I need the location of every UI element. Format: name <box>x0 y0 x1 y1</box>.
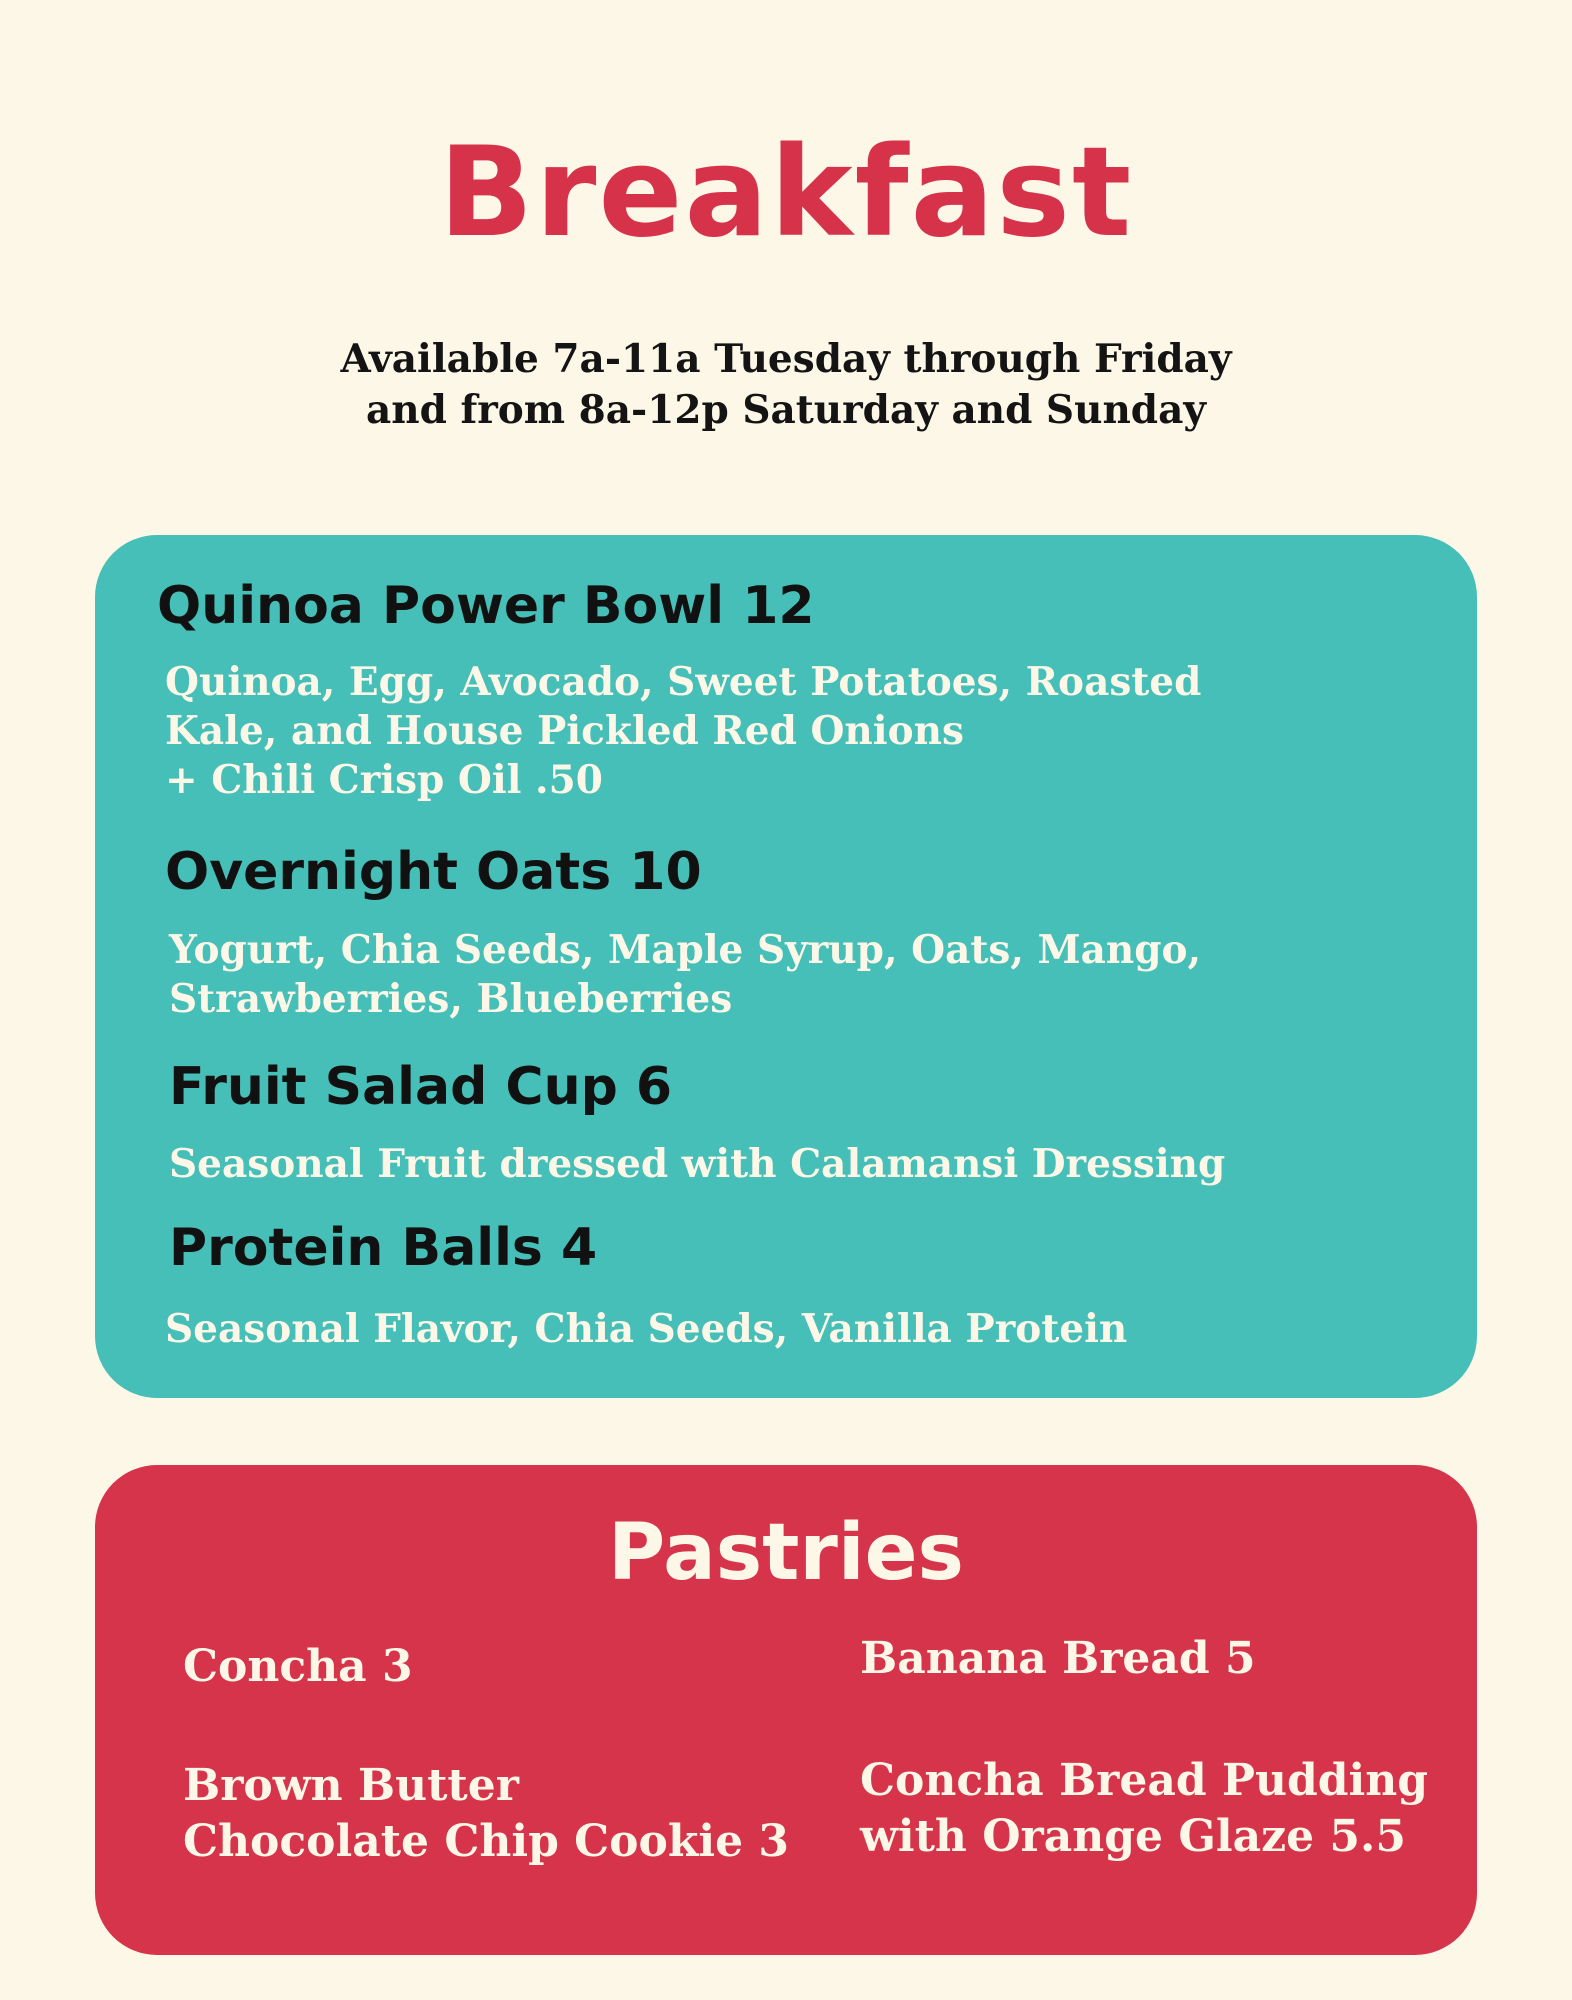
hours-text <box>0 334 1572 436</box>
breakfast-items-panel <box>95 535 1477 1398</box>
pastry-item-concha-bread-pudding <box>860 1753 1428 1865</box>
page-title: Breakfast <box>438 121 1134 265</box>
pastry-item-concha <box>183 1639 413 1695</box>
pastry-line: Banana Bread 5 <box>860 1633 1256 1684</box>
item-desc-fruit-salad-cup <box>169 1140 1225 1189</box>
desc-line: Seasonal Flavor, Chia Seeds, Vanilla Protein <box>165 1306 1128 1352</box>
desc-line: + Chili Crisp Oil .50 <box>165 757 603 803</box>
item-desc-protein-balls <box>165 1305 1127 1354</box>
hours-line-2: and from 8a-12p Saturday and Sunday <box>365 387 1207 433</box>
hours-line-1: Available 7a-11a Tuesday through Friday <box>340 336 1232 382</box>
pastries-panel <box>95 1465 1477 1955</box>
pastry-line: Concha Bread Pudding <box>860 1755 1429 1806</box>
desc-line: Yogurt, Chia Seeds, Maple Syrup, Oats, Mango, <box>169 927 1202 973</box>
pastry-line: Chocolate Chip Cookie 3 <box>183 1816 790 1867</box>
desc-line: Seasonal Fruit dressed with Calamansi Dressing <box>169 1141 1226 1187</box>
item-name-overnight-oats: Overnight Oats 10 <box>165 842 702 902</box>
item-name-fruit-salad-cup: Fruit Salad Cup 6 <box>169 1057 673 1117</box>
pastry-item-banana-bread <box>860 1631 1256 1687</box>
desc-line: Kale, and House Pickled Red Onions <box>165 708 964 754</box>
pastry-item-brown-butter-cookie <box>183 1758 789 1870</box>
pastry-line: Concha 3 <box>183 1641 413 1692</box>
item-name-protein-balls: Protein Balls 4 <box>169 1218 598 1278</box>
pastry-line: with Orange Glaze 5.5 <box>860 1811 1406 1862</box>
pastries-title: Pastries <box>608 1508 964 1598</box>
desc-line: Strawberries, Blueberries <box>169 976 733 1022</box>
item-desc-quinoa-power-bowl <box>165 658 1201 805</box>
pastry-line: Brown Butter <box>183 1760 519 1811</box>
item-name-quinoa-power-bowl: Quinoa Power Bowl 12 <box>157 576 815 636</box>
desc-line: Quinoa, Egg, Avocado, Sweet Potatoes, Roasted <box>165 659 1202 705</box>
item-desc-overnight-oats <box>169 926 1201 1024</box>
